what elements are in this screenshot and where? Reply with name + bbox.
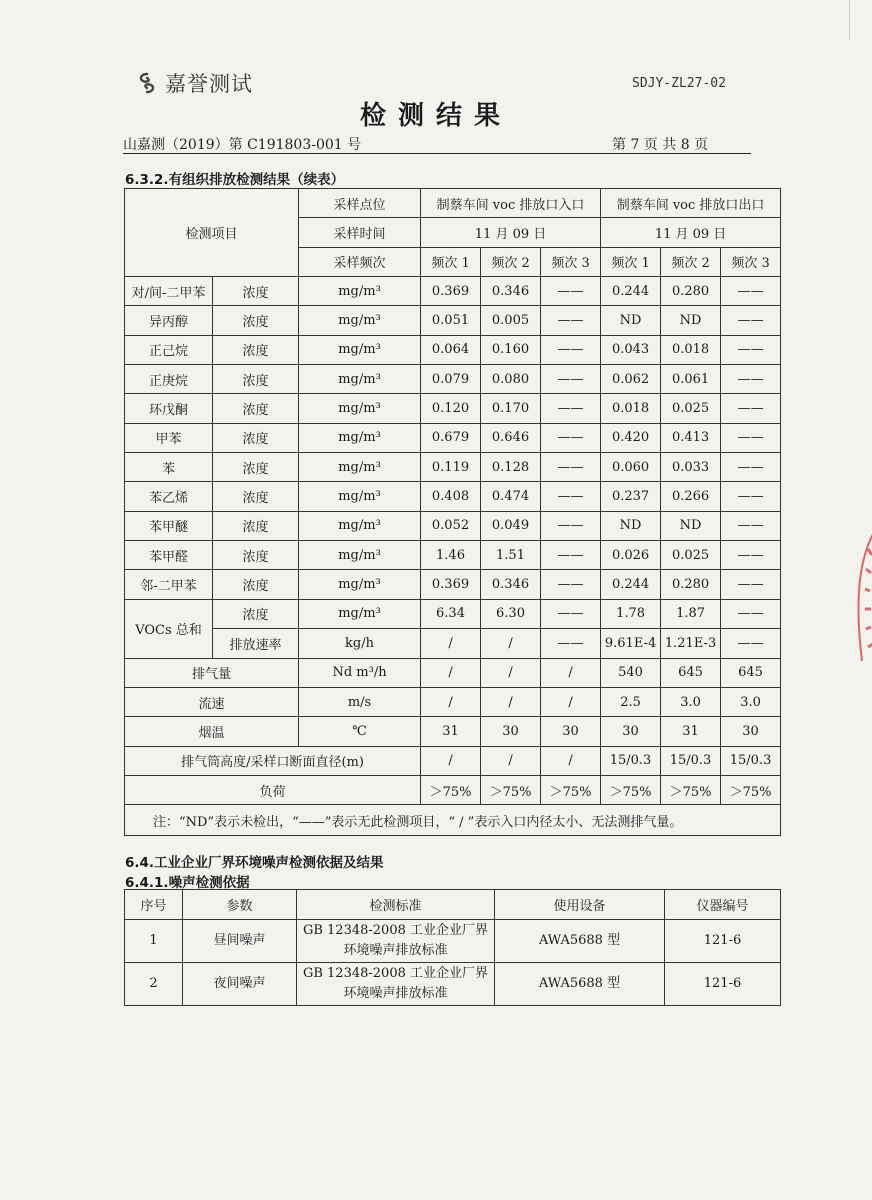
compound-name-cell: 苯 (125, 453, 213, 482)
section-heading-641: 6.4.1.噪声检测依据 (125, 875, 250, 891)
unit-cell: mg/m³ (299, 453, 421, 482)
value-cell: 3.0 (721, 687, 781, 716)
logo-mark-icon (135, 71, 159, 95)
value-cell: 0.120 (421, 394, 481, 423)
value-cell: 0.033 (661, 453, 721, 482)
value-cell: / (541, 658, 601, 687)
param-cell: 排放速率 (213, 629, 299, 658)
value-cell: 0.026 (601, 541, 661, 570)
company-logo (135, 68, 253, 98)
value-cell: 0.369 (421, 570, 481, 599)
table-row (125, 963, 781, 1006)
date-outlet-cell: 11 月 09 日 (601, 218, 781, 247)
compound-name-cell: 苯甲醚 (125, 511, 213, 540)
freq-cell: 频次 3 (541, 247, 601, 276)
value-cell: ＞75% (481, 775, 541, 804)
value-cell: ＞75% (721, 775, 781, 804)
unit-cell: mg/m³ (299, 570, 421, 599)
param-cell: 夜间噪声 (183, 963, 297, 1006)
value-cell: —— (721, 541, 781, 570)
row-number-cell: 2 (125, 963, 183, 1006)
value-cell: —— (721, 629, 781, 658)
param-cell: 浓度 (213, 599, 299, 628)
unit-cell: Nd m³/h (299, 658, 421, 687)
item-name-cell: 负荷 (125, 775, 421, 804)
table-row (125, 453, 781, 482)
value-cell: 0.160 (481, 335, 541, 364)
header-cell: 仪器编号 (665, 890, 781, 920)
value-cell: —— (541, 599, 601, 628)
param-cell: 浓度 (213, 423, 299, 452)
value-cell: 0.420 (601, 423, 661, 452)
value-cell: 9.61E-4 (601, 629, 661, 658)
unit-cell: ℃ (299, 717, 421, 746)
unit-cell: mg/m³ (299, 423, 421, 452)
unit-cell: m/s (299, 687, 421, 716)
compound-name-cell: VOCs 总和 (125, 599, 213, 658)
param-cell: 浓度 (213, 365, 299, 394)
value-cell: 0.346 (481, 277, 541, 306)
value-cell: / (421, 687, 481, 716)
value-cell: —— (541, 365, 601, 394)
value-cell: 0.244 (601, 277, 661, 306)
value-cell: 0.018 (601, 394, 661, 423)
value-cell: 0.060 (601, 453, 661, 482)
value-cell: 1.87 (661, 599, 721, 628)
report-number: 山嘉测（2019）第 C191803-001 号 (123, 137, 362, 153)
value-cell: —— (721, 365, 781, 394)
unit-cell: mg/m³ (299, 541, 421, 570)
compound-name-cell: 异丙醇 (125, 306, 213, 335)
table-header-row (125, 890, 781, 920)
value-cell: / (421, 746, 481, 775)
header-cell: 序号 (125, 890, 183, 920)
value-cell: 540 (601, 658, 661, 687)
table-header-row (125, 189, 781, 218)
value-cell: —— (721, 306, 781, 335)
table-row (125, 365, 781, 394)
value-cell: 31 (661, 717, 721, 746)
value-cell: 0.237 (601, 482, 661, 511)
value-cell: —— (541, 570, 601, 599)
value-cell: 0.280 (661, 277, 721, 306)
value-cell: —— (541, 482, 601, 511)
compound-name-cell: 邻-二甲苯 (125, 570, 213, 599)
table-row (125, 306, 781, 335)
compound-name-cell: 环戊酮 (125, 394, 213, 423)
value-cell: 645 (661, 658, 721, 687)
value-cell: —— (541, 394, 601, 423)
compound-name-cell: 对/间-二甲苯 (125, 277, 213, 306)
value-cell: / (421, 629, 481, 658)
param-cell: 浓度 (213, 453, 299, 482)
value-cell: 1.51 (481, 541, 541, 570)
site-inlet-cell: 制蔡车间 voc 排放口入口 (421, 189, 601, 218)
value-cell: / (541, 746, 601, 775)
value-cell: 0.244 (601, 570, 661, 599)
value-cell: —— (721, 277, 781, 306)
noise-basis-table (124, 889, 781, 1006)
value-cell: 30 (541, 717, 601, 746)
document-code: SDJY-ZL27-02 (632, 76, 726, 91)
value-cell: / (481, 629, 541, 658)
value-cell: 0.679 (421, 423, 481, 452)
header-divider (123, 153, 751, 154)
value-cell: 1.21E-3 (661, 629, 721, 658)
param-cell: 浓度 (213, 541, 299, 570)
param-cell: 昼间噪声 (183, 920, 297, 963)
value-cell: —— (541, 629, 601, 658)
param-cell: 浓度 (213, 277, 299, 306)
value-cell: 15/0.3 (721, 746, 781, 775)
value-cell: 0.280 (661, 570, 721, 599)
table-row (125, 423, 781, 452)
value-cell: 30 (481, 717, 541, 746)
value-cell: 0.062 (601, 365, 661, 394)
table-row (125, 335, 781, 364)
page-number: 第 7 页 共 8 页 (612, 137, 709, 153)
emission-results-table (124, 188, 781, 836)
compound-name-cell: 苯乙烯 (125, 482, 213, 511)
freq-cell: 频次 1 (601, 247, 661, 276)
standard-cell: GB 12348-2008 工业企业厂界环境噪声排放标准 (297, 920, 495, 963)
value-cell: / (481, 746, 541, 775)
table-row (125, 658, 781, 687)
table-row (125, 717, 781, 746)
unit-cell: mg/m³ (299, 335, 421, 364)
table-row (125, 570, 781, 599)
standard-cell: GB 12348-2008 工业企业厂界环境噪声排放标准 (297, 963, 495, 1006)
value-cell: 0.018 (661, 335, 721, 364)
site-label-cell: 采样点位 (299, 189, 421, 218)
param-cell: 浓度 (213, 394, 299, 423)
freq-cell: 频次 3 (721, 247, 781, 276)
value-cell: ＞75% (661, 775, 721, 804)
value-cell: 0.128 (481, 453, 541, 482)
value-cell: —— (721, 511, 781, 540)
value-cell: 15/0.3 (661, 746, 721, 775)
value-cell: ND (601, 511, 661, 540)
unit-cell: mg/m³ (299, 365, 421, 394)
value-cell: —— (541, 306, 601, 335)
value-cell: / (481, 658, 541, 687)
compound-name-cell: 正庚烷 (125, 365, 213, 394)
table-row (125, 920, 781, 963)
value-cell: 0.061 (661, 365, 721, 394)
date-inlet-cell: 11 月 09 日 (421, 218, 601, 247)
value-cell: 0.170 (481, 394, 541, 423)
seal-stamp-fragment (838, 525, 872, 665)
value-cell: ＞75% (421, 775, 481, 804)
value-cell: ＞75% (541, 775, 601, 804)
value-cell: 0.266 (661, 482, 721, 511)
row-number-cell: 1 (125, 920, 183, 963)
value-cell: —— (721, 570, 781, 599)
value-cell: 6.34 (421, 599, 481, 628)
value-cell: —— (721, 394, 781, 423)
value-cell: 0.064 (421, 335, 481, 364)
value-cell: —— (541, 511, 601, 540)
unit-cell: mg/m³ (299, 482, 421, 511)
table-row (125, 511, 781, 540)
table-row (125, 775, 781, 804)
value-cell: —— (721, 599, 781, 628)
value-cell: / (421, 658, 481, 687)
value-cell: —— (721, 453, 781, 482)
param-cell: 浓度 (213, 482, 299, 511)
value-cell: 0.119 (421, 453, 481, 482)
value-cell: 15/0.3 (601, 746, 661, 775)
table-row (125, 277, 781, 306)
value-cell: 0.025 (661, 394, 721, 423)
compound-name-cell: 甲苯 (125, 423, 213, 452)
param-cell: 浓度 (213, 511, 299, 540)
table-note-row (125, 805, 781, 836)
value-cell: —— (541, 335, 601, 364)
header-cell: 使用设备 (495, 890, 665, 920)
device-cell: AWA5688 型 (495, 920, 665, 963)
table-row (125, 629, 781, 658)
device-cell: AWA5688 型 (495, 963, 665, 1006)
value-cell: 1.78 (601, 599, 661, 628)
table-row (125, 687, 781, 716)
value-cell: 0.005 (481, 306, 541, 335)
param-cell: 浓度 (213, 570, 299, 599)
value-cell: —— (541, 277, 601, 306)
value-cell: 0.025 (661, 541, 721, 570)
unit-cell: mg/m³ (299, 394, 421, 423)
item-header-cell: 检测项目 (125, 189, 299, 277)
table-row (125, 599, 781, 628)
table-row (125, 482, 781, 511)
item-name-cell: 烟温 (125, 717, 299, 746)
value-cell: 0.474 (481, 482, 541, 511)
header-cell: 参数 (183, 890, 297, 920)
value-cell: —— (721, 423, 781, 452)
item-name-cell: 排气筒高度/采样口断面直径(m) (125, 746, 421, 775)
table-row (125, 541, 781, 570)
value-cell: 30 (601, 717, 661, 746)
page-edge-line (849, 0, 850, 40)
item-name-cell: 流速 (125, 687, 299, 716)
value-cell: 3.0 (661, 687, 721, 716)
unit-cell: mg/m³ (299, 599, 421, 628)
value-cell: 0.408 (421, 482, 481, 511)
value-cell: 0.043 (601, 335, 661, 364)
unit-cell: mg/m³ (299, 306, 421, 335)
freq-cell: 频次 2 (481, 247, 541, 276)
item-name-cell: 排气量 (125, 658, 299, 687)
freq-label-cell: 采样频次 (299, 247, 421, 276)
section-heading-64: 6.4.工业企业厂界环境噪声检测依据及结果 (125, 855, 384, 871)
value-cell: 0.079 (421, 365, 481, 394)
page-title: 检测结果 (359, 101, 512, 131)
value-cell: 31 (421, 717, 481, 746)
compound-name-cell: 正己烷 (125, 335, 213, 364)
value-cell: ＞75% (601, 775, 661, 804)
value-cell: ND (661, 306, 721, 335)
value-cell: ND (661, 511, 721, 540)
freq-cell: 频次 2 (661, 247, 721, 276)
value-cell: 0.646 (481, 423, 541, 452)
param-cell: 浓度 (213, 335, 299, 364)
value-cell: ND (601, 306, 661, 335)
value-cell: 0.051 (421, 306, 481, 335)
value-cell: —— (721, 482, 781, 511)
value-cell: / (541, 687, 601, 716)
compound-name-cell: 苯甲醛 (125, 541, 213, 570)
logo-text: 嘉誉测试 (165, 72, 253, 96)
site-outlet-cell: 制蔡车间 voc 排放口出口 (601, 189, 781, 218)
param-cell: 浓度 (213, 306, 299, 335)
value-cell: —— (541, 453, 601, 482)
table-note: 注：“ND”表示未检出，“——”表示无此检测项目，“ / ”表示入口内径太小、无法测排气量。 (125, 805, 781, 836)
value-cell: —— (721, 335, 781, 364)
value-cell: 0.080 (481, 365, 541, 394)
value-cell: 0.346 (481, 570, 541, 599)
time-label-cell: 采样时间 (299, 218, 421, 247)
table-row (125, 746, 781, 775)
value-cell: 2.5 (601, 687, 661, 716)
value-cell: —— (541, 423, 601, 452)
unit-cell: mg/m³ (299, 511, 421, 540)
value-cell: 6.30 (481, 599, 541, 628)
value-cell: 645 (721, 658, 781, 687)
instrument-id-cell: 121-6 (665, 963, 781, 1006)
value-cell: / (481, 687, 541, 716)
table-row (125, 394, 781, 423)
freq-cell: 频次 1 (421, 247, 481, 276)
section-heading-632: 6.3.2.有组织排放检测结果（续表） (125, 172, 345, 188)
unit-cell: mg/m³ (299, 277, 421, 306)
value-cell: 30 (721, 717, 781, 746)
value-cell: 0.049 (481, 511, 541, 540)
value-cell: 0.413 (661, 423, 721, 452)
header-cell: 检测标准 (297, 890, 495, 920)
value-cell: 0.052 (421, 511, 481, 540)
instrument-id-cell: 121-6 (665, 920, 781, 963)
value-cell: —— (541, 541, 601, 570)
value-cell: 1.46 (421, 541, 481, 570)
unit-cell: kg/h (299, 629, 421, 658)
value-cell: 0.369 (421, 277, 481, 306)
